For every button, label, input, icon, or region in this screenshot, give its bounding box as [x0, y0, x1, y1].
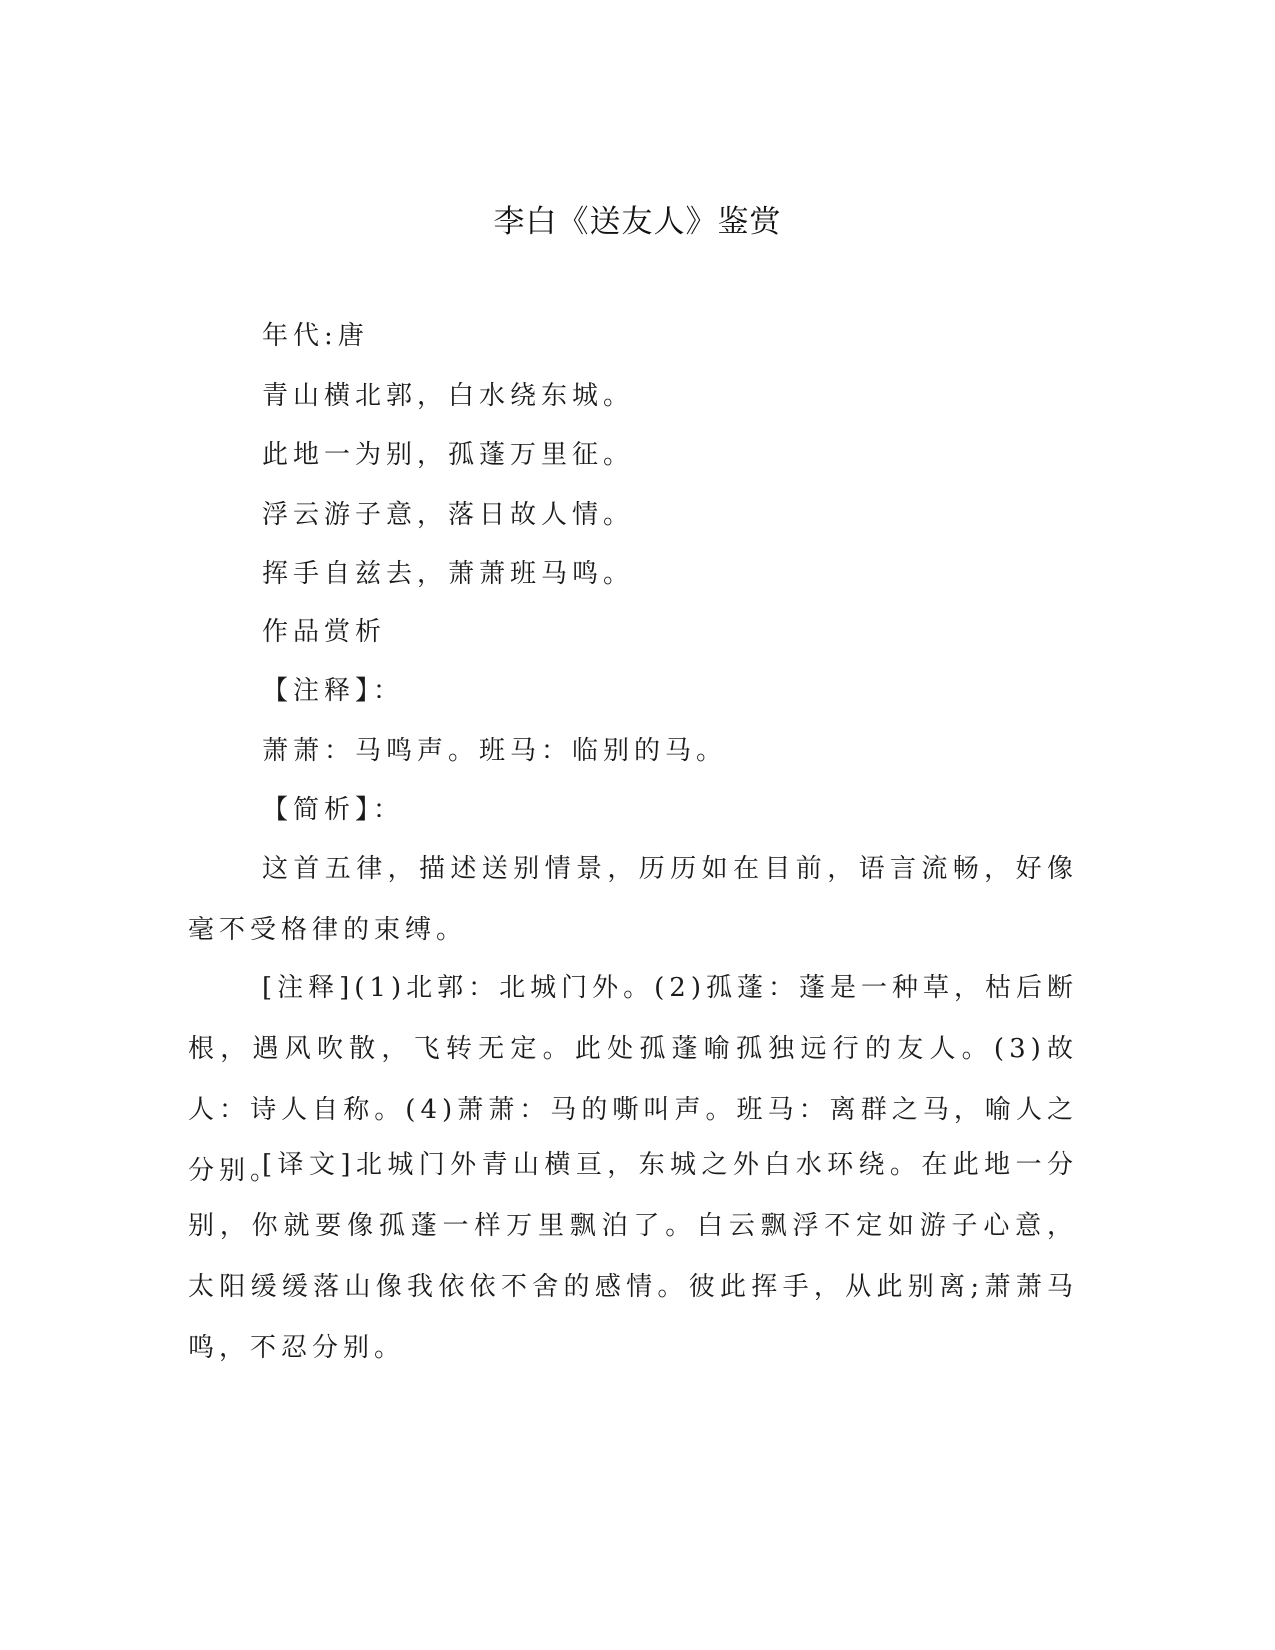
annotation-paragraph: [注释](1)北郭：北城门外。(2)孤蓬：蓬是一种草，枯后断根，遇风吹散，飞转无定。此处孤蓬喻孤独远行的友人。(3)故人：诗人自称。(4)萧萧：马的嘶叫声。班马：离群之马，喻人之分别。: [188, 973, 1078, 1186]
analysis-heading: 作品赏析: [262, 617, 387, 647]
translation-paragraph: [译文]北城门外青山横亘，东城之外白水环绕。在此地一分别，你就要像孤蓬一样万里飘泊了。白云飘浮不定如游子心意，太阳缓缓落山像我依依不舍的感情。彼此挥手，从此别离;萧萧马鸣，不忍分别。: [188, 1150, 1078, 1363]
document-title: 李白《送友人》鉴赏: [493, 204, 782, 240]
brief-paragraph: 这首五律，描述送别情景，历历如在目前，语言流畅，好像毫不受格律的束缚。: [188, 854, 1078, 945]
era-line: 年代:唐: [262, 321, 369, 351]
poem-line-2: 此地一为别，孤蓬万里征。: [262, 440, 635, 470]
brief-label: 【简析】：: [262, 795, 405, 825]
poem-line-3: 浮云游子意，落日故人情。: [262, 500, 635, 530]
notes-label: 【注释】：: [262, 676, 405, 706]
poem-line-1: 青山横北郭，白水绕东城。: [262, 381, 635, 411]
notes-text: 萧萧：马鸣声。班马：临别的马。: [262, 736, 728, 766]
poem-line-4: 挥手自兹去，萧萧班马鸣。: [262, 559, 635, 589]
